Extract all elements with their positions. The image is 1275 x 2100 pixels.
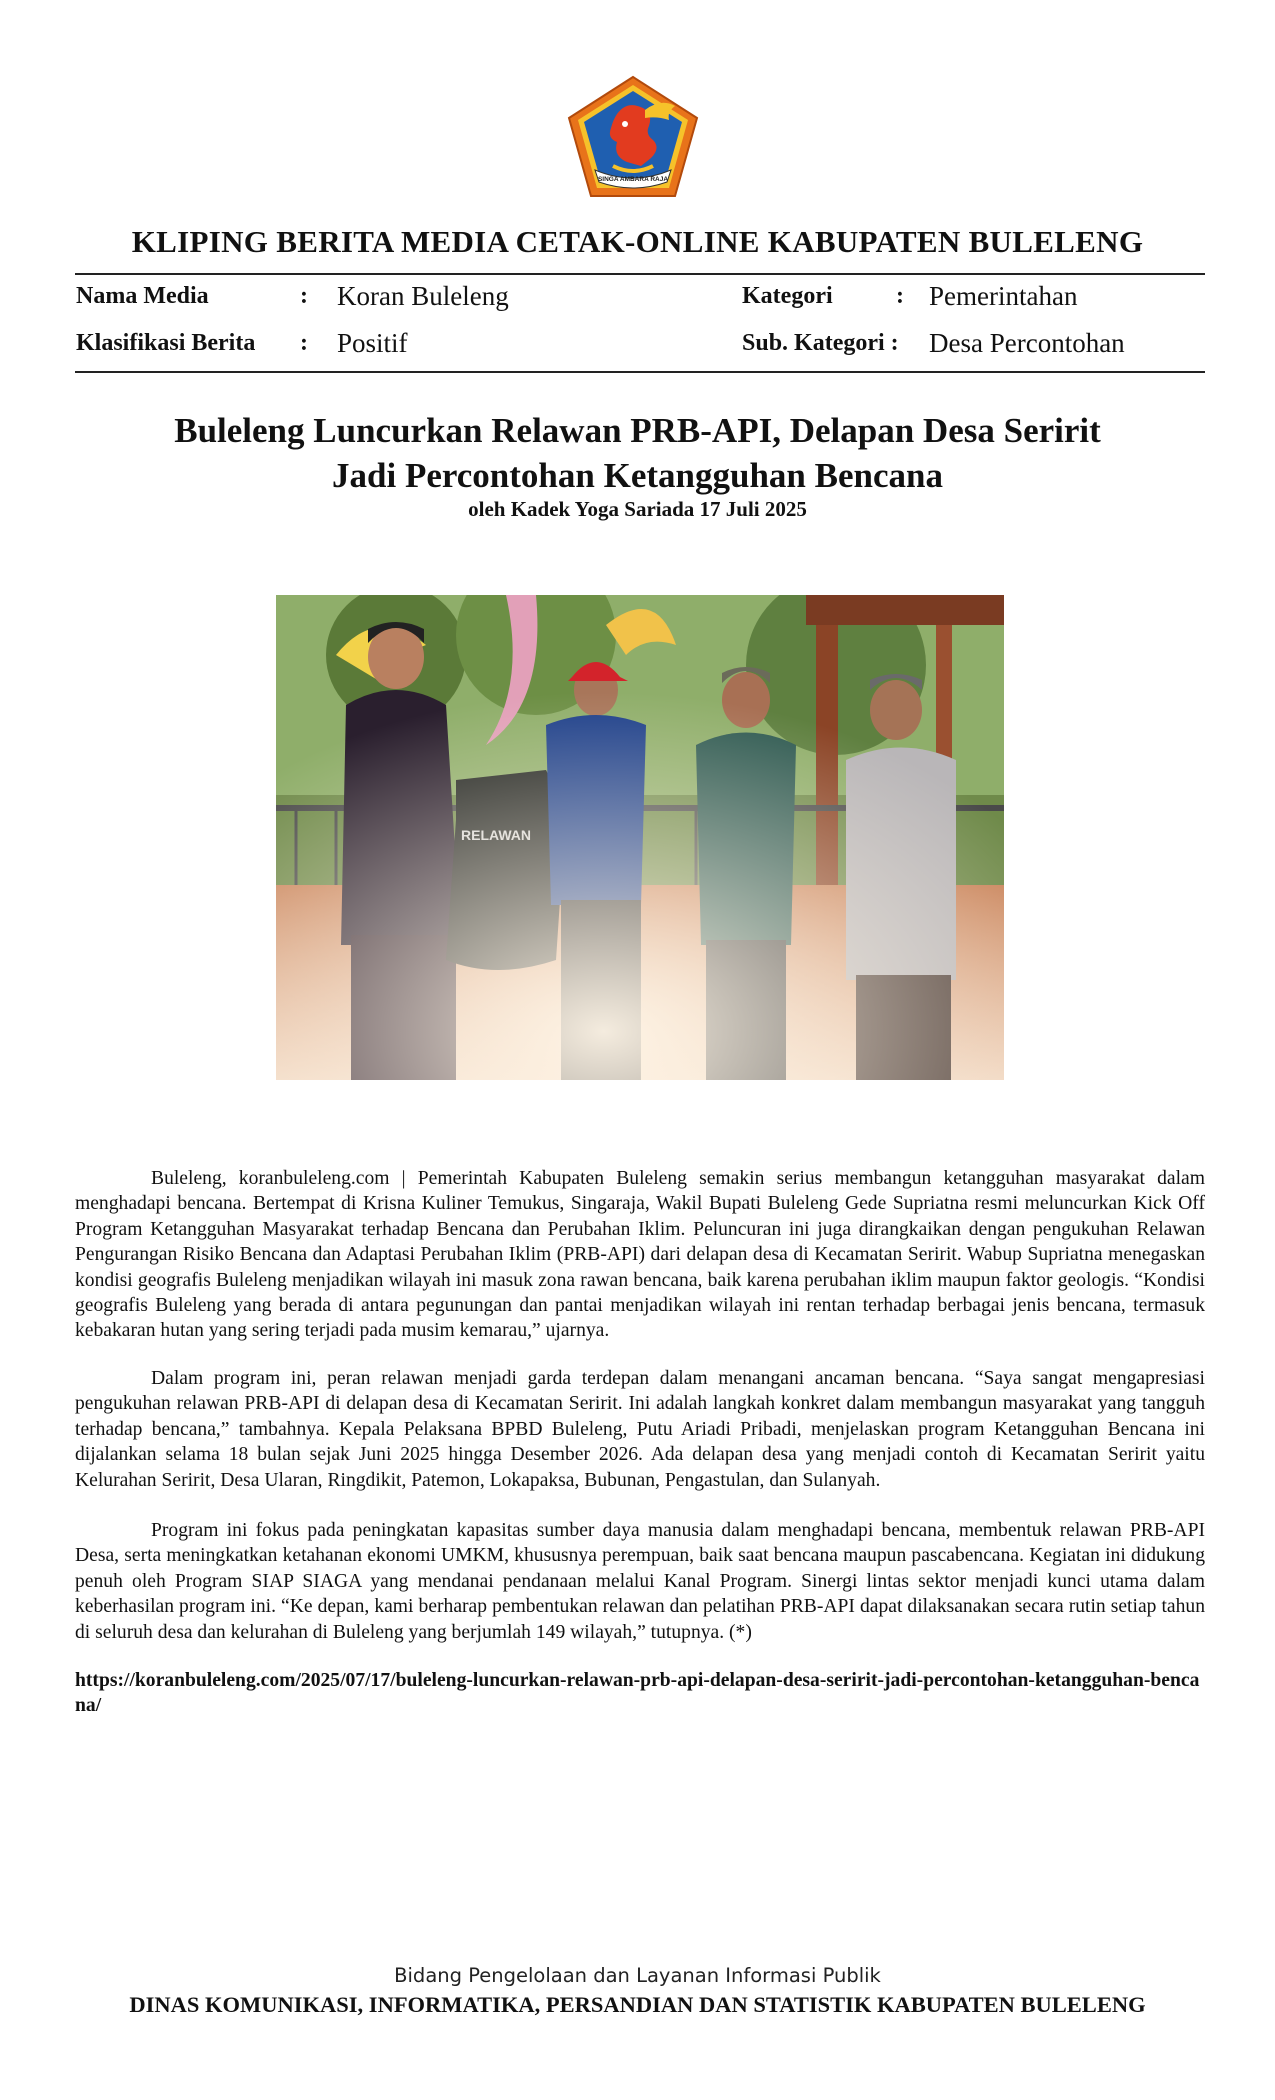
- classification-label: Klasifikasi Berita: [76, 330, 256, 356]
- media-name-value: Koran Buleleng: [337, 281, 509, 311]
- header-top-rule: [75, 273, 1205, 275]
- article-title-line-2: Jadi Percontohan Ketangguhan Bencana: [332, 456, 943, 495]
- article-title-line-1: Buleleng Luncurkan Relawan PRB-API, Delapan Desa Seririt: [174, 411, 1101, 450]
- media-name-colon: :: [300, 283, 308, 309]
- category-colon: :: [896, 283, 904, 309]
- classification-value: Positif: [337, 328, 408, 358]
- article-paragraph-3: Program ini fokus pada peningkatan kapasitas sumber daya manusia dalam menghadapi bencana, membentuk relawan PRB-API Desa, serta meningkatkan ketahanan ekonomi UMKM, khususnya perempuan, baik saat bencana maupun pascabencana. Kegiatan ini didukung penuh oleh Program SIAP SIAGA yang mendanai pendanaan melalui Kanal Program. Sinergi lintas sektor menjadi kunci utama dalam keberhasilan program ini. “Ke depan, kami berharap pembentukan relawan dan pelatihan PRB-API dapat dilaksanakan secara rutin setiap tahun di seluruh desa dan kelurahan di Buleleng yang berjumlah 149 wilayah,” tutupnya. (*): [75, 1520, 1205, 1643]
- sub-category-value: Desa Percontohan: [929, 328, 1125, 358]
- volunteer-handover-photo: [276, 595, 1004, 1080]
- clipping-header-title: KLIPING BERITA MEDIA CETAK-ONLINE KABUPATEN BULELENG: [131, 224, 1144, 259]
- classification-colon: :: [300, 330, 308, 356]
- footer-agency-name: DINAS KOMUNIKASI, INFORMATIKA, PERSANDIAN DAN STATISTIK KABUPATEN BULELENG: [129, 1992, 1146, 2017]
- singa-ambara-raja-emblem-icon: [565, 74, 701, 200]
- category-label: Kategori: [742, 283, 833, 309]
- footer-division-name: Bidang Pengelolaan dan Layanan Informasi Publik: [394, 1964, 881, 1987]
- sub-category-label: Sub. Kategori :: [742, 330, 899, 356]
- media-name-label: Nama Media: [76, 283, 209, 309]
- category-value: Pemerintahan: [929, 281, 1078, 311]
- article-title: [0, 408, 1275, 498]
- article-byline: oleh Kadek Yoga Sariada 17 Juli 2025: [468, 497, 807, 521]
- article-paragraph-2: Dalam program ini, peran relawan menjadi garda terdepan dalam menangani ancaman bencana. “Saya sangat mengapresiasi pengukuhan relawan PRB-API di delapan desa di Kecamatan Seririt. Ini adalah langkah konkret dalam membangun masyarakat yang tangguh terhadap bencana,” tambahnya. Kepala Pelaksana BPBD Buleleng, Putu Ariadi Pribadi, menjelaskan program Ketangguhan Bencana ini dijalankan selama 18 bulan sejak Juni 2025 hingga Desember 2026. Ada delapan desa yang menjadi contoh di Kecamatan Seririt yaitu Kelurahan Seririt, Desa Ularan, Ringdikit, Patemon, Lokapaksa, Bubunan, Pengastulan, dan Sulanyah.: [75, 1368, 1205, 1491]
- article-paragraph-1: Buleleng, koranbuleleng.com | Pemerintah Kabupaten Buleleng semakin serius membangun ketangguhan masyarakat dalam menghadapi bencana. Bertempat di Krisna Kuliner Temukus, Singaraja, Wakil Bupati Buleleng Gede Supriatna resmi meluncurkan Kick Off Program Ketangguhan Masyarakat terhadap Bencana dan Perubahan Iklim. Peluncuran ini juga dirangkaikan dengan pengukuhan Relawan Pengurangan Risiko Bencana dan Adaptasi Perubahan Iklim (PRB-API) dari delapan desa di Kecamatan Seririt. Wabup Supriatna menegaskan kondisi geografis Buleleng menjadikan wilayah ini masuk zona rawan bencana, baik karena perubahan iklim maupun faktor geologis. “Kondisi geografis Buleleng yang berada di antara pegunungan dan pantai menjadikan wilayah ini rentan terhadap berbagai jenis bencana, termasuk kebakaran hutan yang sering terjadi pada musim kemarau,” ujarnya.: [75, 1168, 1205, 1342]
- source-url-link[interactable]: https://koranbuleleng.com/2025/07/17/buleleng-luncurkan-relawan-prb-api-delapan-desa-seririt-jadi-percontohan-ketangguhan-bencana/: [75, 1670, 1200, 1717]
- article-photo: [276, 595, 1004, 1080]
- header-bottom-rule: [75, 371, 1205, 373]
- emblem-motto: SINGA AMBARA RAJA: [597, 176, 669, 183]
- buleleng-emblem-logo: [565, 74, 701, 200]
